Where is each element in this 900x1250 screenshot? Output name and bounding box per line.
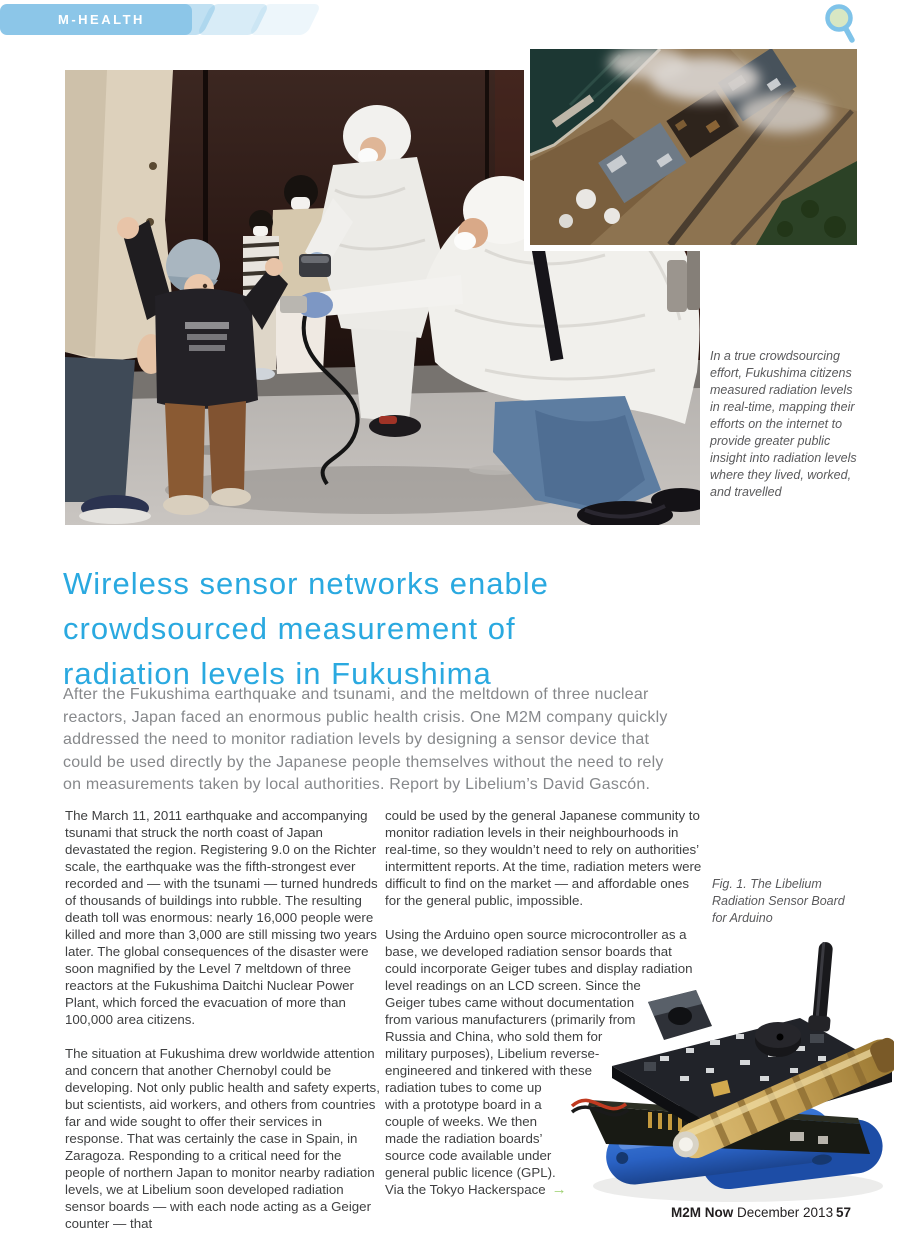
article-title — [63, 561, 703, 696]
paragraph — [385, 807, 703, 909]
magazine-name: M2M Now — [671, 1205, 734, 1220]
board-component — [648, 990, 712, 1040]
body-column-left — [65, 807, 383, 1249]
antenna — [808, 941, 838, 1032]
section-kicker-bar — [0, 4, 192, 35]
article-standfirst: After the Fukushima earthquake and tsunami, and the meltdown of three nuclear reactors, Japan faced an enormous public health crisis. One M2M company quickly addressed the need to monitor radiation levels by designing a sensor device that could be used directly by the Japanese people themselves without the need to rely on measurements taken by local authorities. Report by Libelium’s David Gascón. — [63, 686, 668, 793]
continuation-arrow-icon: → — [551, 1181, 567, 1198]
buzzer — [755, 1022, 801, 1057]
photo-caption: In a true crowdsourcing effort, Fukushima citizens measured radiation levels in real-time, mapping their efforts on the internet to provide greater public insight into radiation levels where they lived, worked, and travelled — [710, 349, 857, 499]
figure-caption: Fig. 1. The Libelium Radiation Sensor Board for Arduino — [712, 877, 845, 925]
paragraph — [65, 1045, 383, 1232]
search-icon[interactable] — [818, 1, 864, 47]
paragraph-text: could be used by the general Japanese community to monitor radiation levels in their neighbourhoods in real-time, so they wouldn’t need to rely on authorities’ intermittent reports. At the time, radiation meters were difficult to find on the market — and affordable ones for the general public, impossible. — [385, 808, 702, 908]
sensor-board-photo — [560, 936, 894, 1210]
satellite-photo-fukushima-plant — [524, 49, 857, 251]
paragraph-text: The situation at Fukushima drew worldwide attention and concern that another Chernobyl could be developing. Not only public health and safety experts, but scientists, aid workers, and others from countries far and wide sought to offer their services in response. That was certainly the case in Spain, in Zaragoza. Responding to a critical need for the people of northern Japan to monitor nearby radiation levels, we at Libelium soon developed radiation sensor boards — with each node acting as a Geiger counter — that — [65, 1046, 380, 1231]
page-number: 57 — [836, 1205, 852, 1220]
issue-date: December 2013 — [737, 1205, 834, 1220]
section-label: M-HEALTH — [58, 12, 145, 27]
paragraph — [65, 807, 383, 1028]
title-line: crowdsourced measurement of — [63, 610, 516, 646]
title-line: Wireless sensor networks enable — [63, 565, 549, 601]
title-line: radiation levels in Fukushima — [63, 655, 492, 691]
paragraph-text: The March 11, 2011 earthquake and accompanying tsunami that struck the north coast of Japan devastated the region. Registering 9.0 on the Richter scale, the earthquake was the fifth-strongest ever recorded and — with the tsunami — turned hundreds of thousands of buildings into rubble. The resulting death toll was enormous: nearly 16,000 people were killed and more than 3,000 are still missing two years later. The global consequences of the disaster were soon magnified by the Level 7 meltdown of three reactors at the Fukushima Daitchi Nuclear Power Plant, which forced the evacuation of more than 100,000 area citizens. — [65, 808, 378, 1027]
paragraph-text: Using the Arduino open source microcontroller as a base, we developed radiation sensor boards that could incorporate Geiger tubes and display radiation level readings on an LCD screen. Since the Geiger tubes came without documentation from various manufacturers (primarily from Russia and China, who sold them for military purposes), Libelium reverse-engineered and tinkered with these radiation tubes to come up with a prototype board in a couple of weeks. We then made the radiation boards’ source code available under general public licence (GPL). Via the Tokyo Hackerspace — [385, 927, 693, 1197]
